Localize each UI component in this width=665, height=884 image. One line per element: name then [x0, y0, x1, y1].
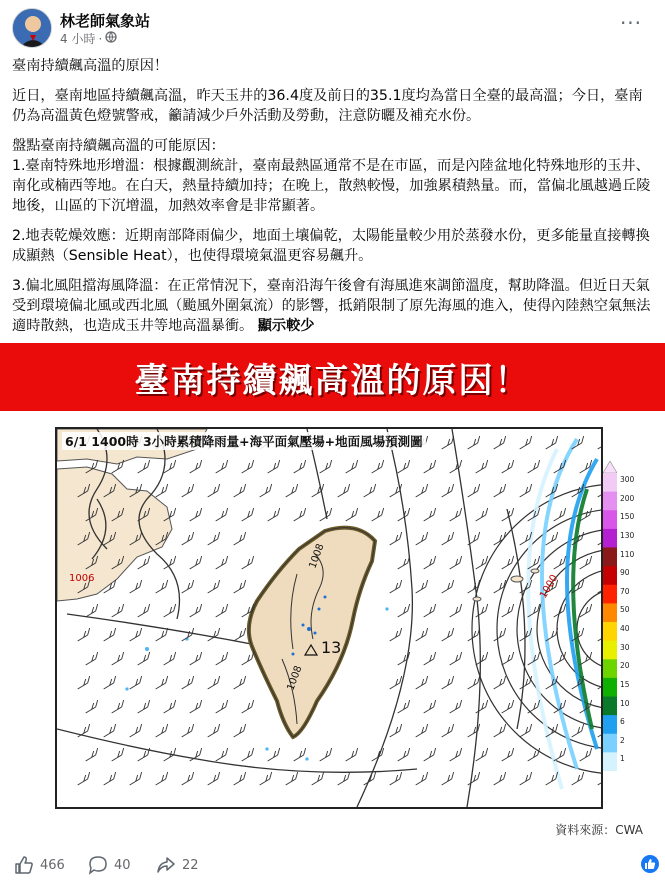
more-options-button[interactable]: ··· — [619, 11, 643, 35]
like-count: 466 — [40, 857, 65, 873]
wind-barb — [86, 652, 98, 665]
wind-barb — [598, 676, 601, 689]
weather-map-graphic — [57, 429, 601, 807]
wind-barb — [208, 628, 220, 641]
wind-barb — [416, 772, 428, 785]
see-less-link[interactable]: 顯示較少 — [257, 318, 315, 334]
colorbar-segment — [603, 473, 617, 492]
wind-barb — [372, 508, 384, 521]
wind-barb — [234, 676, 246, 689]
wind-barb — [502, 556, 514, 569]
wind-barb — [468, 436, 480, 449]
wind-barb — [416, 532, 428, 545]
wind-barb — [182, 724, 194, 737]
post-time[interactable]: 4 小時 — [60, 32, 96, 46]
wind-barb — [104, 724, 116, 737]
wind-barb — [442, 580, 454, 593]
wind-barb — [156, 724, 168, 737]
rainfall-colorbar — [603, 461, 617, 771]
wind-barb — [476, 460, 488, 473]
image-banner — [0, 343, 665, 411]
wind-barb — [398, 604, 410, 617]
share-action[interactable] — [156, 855, 199, 875]
wind-barb — [598, 484, 601, 497]
post-reasons-intro: 盤點臺南持續飆高溫的可能原因： — [12, 138, 225, 154]
colorbar-tick-label: 70 — [620, 586, 630, 596]
wind-barb — [598, 532, 601, 545]
wind-barb — [494, 676, 506, 689]
thumbs-up-icon — [644, 858, 656, 870]
wind-barb — [156, 628, 168, 641]
wind-barb — [216, 652, 228, 665]
wind-barb — [502, 700, 514, 713]
colorbar-segment — [603, 641, 617, 660]
post-reason-1: 1.臺南特殊地形增溫：根據觀測統計，臺南最熱區通常不是在市區，而是內陸盆地化特殊地形的玉井、南化或楠西等地。在白天，熱量持續加持；在晚上，散熱較慢，加強累積熱量。而，當偏北風越過丘陵地後，山區的下沉增溫，加熱效率會是非常顯著。 — [12, 158, 651, 214]
wind-barb — [502, 652, 514, 665]
comment-action[interactable] — [88, 855, 131, 875]
wind-barb — [156, 772, 168, 785]
wind-barb — [450, 748, 462, 761]
wind-barb — [450, 508, 462, 521]
wind-barb — [494, 724, 506, 737]
wind-barb — [494, 436, 506, 449]
wind-barb — [346, 748, 358, 761]
wind-barb — [494, 628, 506, 641]
wind-barb — [260, 484, 272, 497]
wind-barb — [424, 652, 436, 665]
wind-barb — [312, 772, 324, 785]
wind-barb — [468, 580, 480, 593]
post-header — [12, 6, 653, 50]
wind-barb — [598, 724, 601, 737]
wind-barb — [442, 628, 454, 641]
low-pressure-label: 13 — [321, 638, 342, 657]
post-actions — [0, 843, 665, 884]
wind-barb — [190, 556, 202, 569]
colorbar-tick-label: 2 — [620, 735, 625, 745]
colorbar-segment — [603, 752, 617, 771]
wind-barb — [450, 460, 462, 473]
wind-barb — [424, 748, 436, 761]
wind-barb — [398, 700, 410, 713]
colorbar-segment — [603, 529, 617, 548]
wind-barb — [190, 604, 202, 617]
comment-count: 40 — [114, 857, 131, 873]
wind-barb — [216, 556, 228, 569]
wind-barb — [424, 460, 436, 473]
isobar-1008-label-b: 1008 — [285, 664, 305, 693]
colorbar-segment — [603, 659, 617, 678]
wind-barb — [86, 748, 98, 761]
wind-barb — [320, 460, 332, 473]
wind-barb — [468, 484, 480, 497]
colorbar-tick-label: 130 — [620, 530, 635, 540]
wind-barb — [294, 508, 306, 521]
meta-separator: · — [98, 31, 103, 46]
wind-barb — [572, 724, 584, 737]
colorbar-tick-label: 110 — [620, 549, 635, 559]
wind-barb — [268, 508, 280, 521]
wind-barb — [372, 460, 384, 473]
wind-barb — [398, 460, 410, 473]
colorbar-segment — [603, 622, 617, 641]
wind-barb — [580, 748, 592, 761]
wind-barb — [346, 460, 358, 473]
colorbar-segment — [603, 492, 617, 511]
wind-barb — [546, 532, 558, 545]
wind-barb — [520, 484, 532, 497]
wind-barb — [182, 772, 194, 785]
colorbar-segment — [603, 510, 617, 529]
wind-barb — [242, 748, 254, 761]
wind-barb — [442, 772, 454, 785]
wind-barb — [416, 628, 428, 641]
wind-barb — [294, 460, 306, 473]
wind-barb — [468, 772, 480, 785]
wind-barb — [208, 484, 220, 497]
wind-barb — [598, 628, 601, 641]
wind-barb — [104, 628, 116, 641]
wind-barb — [242, 556, 254, 569]
colorbar-segment — [603, 734, 617, 753]
post-meta — [60, 30, 117, 47]
wind-barb — [130, 676, 142, 689]
post-title: 臺南持續飆高溫的原因！ — [12, 58, 169, 74]
comment-icon — [88, 855, 108, 875]
wind-barb — [138, 652, 150, 665]
colorbar-segment — [603, 603, 617, 622]
wind-barb — [112, 652, 124, 665]
wind-barb — [216, 508, 228, 521]
wind-barb — [424, 508, 436, 521]
wind-barb — [104, 676, 116, 689]
colorbar-top-arrow — [603, 461, 617, 473]
colorbar-segment — [603, 678, 617, 697]
wind-barb — [476, 748, 488, 761]
post-reason-3: 3.偏北風阻擋海風降溫：在正常情況下，臺南沿海午後會有海風進來調節溫度，幫助降溫。但近日天氣受到環境偏北風或西北風（颱風外圍氣流）的影響，抵銷限制了原先海風的進入，使得內陸熱空氣無法適時散熱，也造成玉井等地高溫暴衝。 — [12, 278, 651, 334]
wind-barb — [598, 436, 601, 449]
wind-barb — [416, 580, 428, 593]
wind-barb — [520, 772, 532, 785]
colorbar-tick-label: 10 — [620, 698, 630, 708]
wind-barb — [442, 724, 454, 737]
wind-barb — [268, 460, 280, 473]
wind-barb — [390, 628, 402, 641]
wind-barb — [208, 724, 220, 737]
wind-barb — [190, 508, 202, 521]
wind-barb — [104, 772, 116, 785]
wind-barb — [182, 676, 194, 689]
wind-barb — [398, 748, 410, 761]
wind-barb — [442, 484, 454, 497]
wind-barb — [138, 460, 150, 473]
colorbar-segment — [603, 548, 617, 567]
wind-barb — [442, 436, 454, 449]
wind-barb — [476, 652, 488, 665]
like-action[interactable] — [14, 855, 65, 875]
wind-barb — [416, 676, 428, 689]
colorbar-tick-label: 150 — [620, 512, 635, 522]
image-source: 資料來源：CWA — [555, 823, 643, 837]
wind-barb — [208, 676, 220, 689]
post-reason-2: 2.地表乾燥效應：近期南部降雨偏少，地面土壤偏乾，太陽能量較少用於蒸發水份，更多能量直接轉換成顯熱（Sensible Heat），也使得環境氣溫更容易飆升。 — [12, 228, 650, 264]
wind-barb — [338, 484, 350, 497]
colorbar-tick-label: 15 — [620, 679, 630, 689]
wind-barb — [502, 460, 514, 473]
colorbar-segment — [603, 585, 617, 604]
wind-barb — [424, 700, 436, 713]
weather-map — [55, 427, 603, 809]
wind-barb — [528, 460, 540, 473]
wind-barb — [468, 676, 480, 689]
wind-barb — [442, 676, 454, 689]
wind-barb — [494, 484, 506, 497]
post-paragraph-1: 近日，臺南地區持續飆高溫，昨天玉井的36.4度及前日的35.1度均為當日全臺的最高溫；今日，臺南仍為高溫黃色燈號警戒，籲請減少戶外活動及勞動，注意防曬及補充水份。 — [12, 88, 643, 124]
wind-barb — [450, 604, 462, 617]
wind-barb — [234, 484, 246, 497]
wind-barb — [554, 556, 566, 569]
wind-barb — [164, 700, 176, 713]
share-icon — [156, 855, 176, 875]
wind-barb — [138, 604, 150, 617]
wind-barb — [78, 772, 90, 785]
wind-barb — [182, 580, 194, 593]
wind-barb — [164, 604, 176, 617]
wind-barb — [416, 484, 428, 497]
wind-barb — [442, 532, 454, 545]
isobar-1006-label: 1006 — [69, 573, 95, 584]
wind-barb — [86, 604, 98, 617]
wind-barb — [502, 748, 514, 761]
wind-barb — [398, 556, 410, 569]
map-caption: 6/1 1400時 3小時累積降雨量+海平面氣壓場+地面風場預測圖 — [62, 432, 426, 450]
wind-barb — [390, 724, 402, 737]
wind-barb — [164, 652, 176, 665]
wind-barb — [424, 556, 436, 569]
wind-barb — [390, 772, 402, 785]
colorbar-tick-label: 20 — [620, 661, 630, 671]
wind-barb — [268, 748, 280, 761]
wind-barb — [450, 700, 462, 713]
wind-barb — [598, 580, 601, 593]
colorbar-segment — [603, 697, 617, 716]
wind-barb — [242, 652, 254, 665]
colorbar-tick-label: 1 — [620, 754, 625, 764]
wind-barb — [424, 604, 436, 617]
wind-barb — [338, 772, 350, 785]
isobar-1000-label: 1000 — [538, 572, 561, 601]
wind-barb — [112, 700, 124, 713]
wind-barb — [416, 724, 428, 737]
wind-barb — [320, 748, 332, 761]
wind-barb — [86, 700, 98, 713]
wind-barb — [390, 532, 402, 545]
wind-barb — [234, 724, 246, 737]
wind-barb — [234, 772, 246, 785]
wind-barb — [208, 532, 220, 545]
wind-barb — [130, 580, 142, 593]
wind-barb — [216, 700, 228, 713]
wind-barb — [182, 532, 194, 545]
wind-barb — [208, 580, 220, 593]
wind-barb — [112, 748, 124, 761]
post-image[interactable] — [0, 411, 665, 843]
colorbar-tick-label: 6 — [620, 717, 625, 727]
globe-icon — [105, 31, 117, 46]
colorbar-tick-label: 40 — [620, 624, 630, 633]
wind-barb — [390, 580, 402, 593]
author-name[interactable]: 林老師氣象站 — [60, 12, 151, 30]
colorbar-tick-label: 90 — [620, 568, 630, 578]
wind-barb — [138, 700, 150, 713]
colorbar-tick-label: 50 — [620, 605, 630, 615]
wind-barb — [346, 508, 358, 521]
wind-barb — [546, 436, 558, 449]
wind-barb — [390, 676, 402, 689]
wind-barb — [156, 580, 168, 593]
colorbar-segment — [603, 715, 617, 734]
author-avatar[interactable] — [12, 8, 52, 48]
wind-barb — [216, 604, 228, 617]
wind-barb — [242, 460, 254, 473]
wind-barb — [476, 700, 488, 713]
wind-barb — [242, 508, 254, 521]
wind-barb — [182, 484, 194, 497]
messenger-button[interactable] — [641, 855, 659, 873]
wind-barb — [156, 676, 168, 689]
wind-barb — [234, 628, 246, 641]
wind-barb — [130, 772, 142, 785]
wind-barb — [130, 628, 142, 641]
colorbar-tick-label: 200 — [620, 493, 635, 503]
wind-barb — [502, 604, 514, 617]
colorbar-segment — [603, 566, 617, 585]
isobar-1008-label-a: 1008 — [307, 542, 327, 571]
wind-barb — [208, 772, 220, 785]
wind-barb — [286, 484, 298, 497]
colorbar-tick-label: 30 — [620, 642, 630, 652]
wind-barb — [520, 724, 532, 737]
wind-barb — [190, 700, 202, 713]
like-icon — [14, 855, 34, 875]
wind-barb — [364, 484, 376, 497]
wind-barb — [138, 556, 150, 569]
wind-barb — [234, 532, 246, 545]
wind-barb — [260, 772, 272, 785]
wind-barb — [216, 460, 228, 473]
wind-barb — [242, 700, 254, 713]
banner-title: 臺南持續飆高溫的原因！ — [134, 360, 531, 401]
wind-barb — [554, 652, 566, 665]
wind-barb — [468, 628, 480, 641]
wind-barb — [494, 580, 506, 593]
post-body — [12, 56, 655, 346]
wind-barb — [598, 772, 601, 785]
wind-barb — [78, 628, 90, 641]
share-count: 22 — [182, 857, 199, 873]
colorbar-tick-label: 300 — [620, 475, 635, 484]
wind-barb — [520, 436, 532, 449]
wind-barb — [286, 772, 298, 785]
wind-barb — [494, 772, 506, 785]
wind-barb — [190, 652, 202, 665]
wind-barb — [476, 508, 488, 521]
wind-barb — [294, 748, 306, 761]
wind-barb — [216, 748, 228, 761]
wind-barb — [112, 604, 124, 617]
wind-barb — [234, 580, 246, 593]
wind-barb — [190, 460, 202, 473]
wind-barb — [78, 676, 90, 689]
wind-barb — [572, 772, 584, 785]
wind-barb — [450, 556, 462, 569]
wind-barb — [554, 508, 566, 521]
wind-barb — [450, 652, 462, 665]
wind-barb — [130, 724, 142, 737]
